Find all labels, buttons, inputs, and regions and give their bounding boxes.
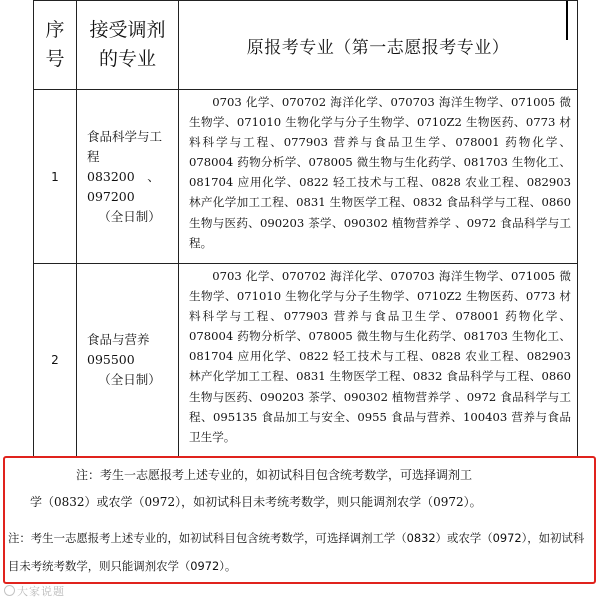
header-accepted-major: 接受调剂 的专业: [77, 1, 179, 90]
adjustment-table: [33, 0, 578, 457]
row-number: 2: [34, 264, 77, 457]
original-majors-list: 0703 化学、070702 海洋化学、070703 海洋生物学、071005 微生物学、071010 生物化学与分子生物学、0710Z2 生物医药、0773 材料科学与工程、077903 营养与食品卫生学、078001 药物化学、078004 药物分析学、078005 微生物与生化药学、081703 生物化工、081704 应用化学、0822 轻工技术与工程、0828 农业工程、082903 林产化学加工工程、0831 生物医学工程、0832 食品科学与工程、0860 生物与医药、090203 茶学、090302 植物营养学 、0972 食品科学与工程。: [179, 90, 578, 264]
note-paragraph: [30, 462, 575, 516]
accepted-major-cell: [77, 90, 179, 264]
major-code-line: 097200: [87, 188, 135, 204]
study-mode: （全日制）: [98, 208, 161, 224]
watermark-logo-icon: [4, 585, 15, 596]
header-seq: 序 号: [34, 1, 77, 90]
table-row: [34, 90, 578, 264]
watermark-text: 大家说题: [17, 585, 65, 598]
note-paragraph-repeat: 注：考生一志愿报考上述专业的，如初试科目包含统考数学，可选择调剂工学（0832）或农学（0972），如初试科目未考统考数学，则只能调剂农学（0972）。: [8, 531, 585, 573]
major-code-line: 095500: [87, 352, 135, 367]
major-name-line: 食品科学与工: [87, 128, 163, 144]
note-line: 注：考生一志愿报考上述专业的，如初试科目包含统考数学，可选择调剂工: [76, 468, 473, 482]
note-line: 学（0832）或农学（0972），如初试科目未考统考数学，则只能调剂农学（0972）。: [30, 495, 482, 509]
original-majors-list: 0703 化学、070702 海洋化学、070703 海洋生物学、071005 微生物学、071010 生物化学与分子生物学、0710Z2 生物医药、0773 材料科学与工程、077903 营养与食品卫生学、078001 药物化学、078004 药物分析学、078005 微生物与生化药学、081703 生物化工、081704 应用化学、0822 轻工技术与工程、0828 农业工程、082903 林产化学加工工程、0831 生物医学工程、0832 食品科学与工程、0860 生物与医药、090203 茶学、090302 植物营养学 、0972 食品科学与工程、095135 食品加工与安全、0955 食品与营养、100403 营养与食品卫生学。: [179, 264, 578, 457]
header-original-major: 原报考专业（第一志愿报考专业）: [179, 1, 578, 90]
major-name-line: 食品与营养: [87, 332, 150, 347]
table-row: [34, 264, 578, 457]
row-number: 1: [34, 90, 77, 264]
major-name-line: 程 083200 、: [87, 148, 160, 184]
accepted-major-cell: [77, 264, 179, 457]
table-header-row: [34, 1, 578, 90]
study-mode: （全日制）: [98, 372, 161, 387]
